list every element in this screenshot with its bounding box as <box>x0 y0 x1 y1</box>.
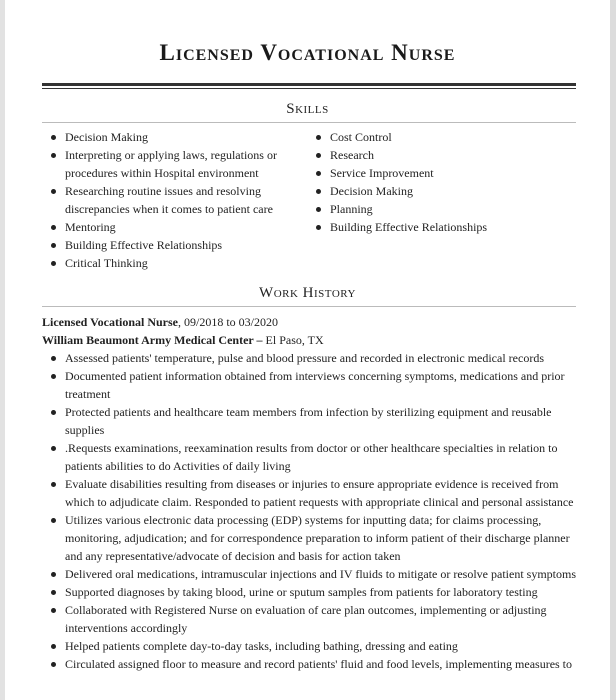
job-title: Licensed Vocational Nurse <box>42 315 179 329</box>
skills-list-right <box>330 128 570 236</box>
duty-item: Helped patients complete day-to-day tasks, including bathing, dressing and eating <box>65 637 580 655</box>
page-frame-right <box>610 0 616 700</box>
duty-item: Assessed patients' temperature, pulse and blood pressure and recorded in electronic medical records <box>65 349 580 367</box>
work-heading-rule <box>42 306 576 307</box>
duty-item: .Requests examinations, reexamination results from doctor or other healthcare specialties in relation to patients abilities to do Activities of daily living <box>65 439 580 475</box>
skill-item: Decision Making <box>65 128 295 146</box>
work-history-heading: Work History <box>259 285 356 301</box>
skill-item: Critical Thinking <box>65 254 295 272</box>
job-location: El Paso, TX <box>262 333 324 347</box>
job-title-line <box>42 313 278 331</box>
skill-item: Planning <box>330 200 570 218</box>
skill-item: Building Effective Relationships <box>330 218 570 236</box>
skill-item: Building Effective Relationships <box>65 236 295 254</box>
duty-item: Protected patients and healthcare team members from infection by sterilizing equipment and reusable supplies <box>65 403 580 439</box>
duty-item: Evaluate disabilities resulting from diseases or injuries to ensure appropriate evidence is received from which to adjudicate claim. Responded to patient requests with appropriate clinical and personal assistance <box>65 475 580 511</box>
duty-item: Circulated assigned floor to measure and record patients' fluid and food levels, implementing measures to <box>65 655 580 673</box>
resume-title: Licensed Vocational Nurse <box>159 40 456 65</box>
skill-item: Researching routine issues and resolving discrepancies when it comes to patient care <box>65 182 295 218</box>
skills-list-left <box>65 128 295 272</box>
duty-item: Utilizes various electronic data processing (EDP) systems for inputting data; for claims processing, monitoring, adjudication; and for correspondence preparation to inform patient of their discharge planner and any representative/advocate of decision and basis for action taken <box>65 511 580 565</box>
skill-item: Mentoring <box>65 218 295 236</box>
duty-item: Documented patient information obtained from interviews concerning symptoms, medications and prior treatment <box>65 367 580 403</box>
title-rule-thick <box>42 83 576 86</box>
skill-item: Service Improvement <box>330 164 570 182</box>
title-rule-thin <box>42 88 576 89</box>
employer-line <box>42 331 324 349</box>
employer-name: William Beaumont Army Medical Center – <box>42 333 263 347</box>
skill-item: Research <box>330 146 570 164</box>
skills-heading-rule <box>42 122 576 123</box>
skill-item: Decision Making <box>330 182 570 200</box>
skills-heading: Skills <box>286 101 329 117</box>
skill-item: Interpreting or applying laws, regulations or procedures within Hospital environment <box>65 146 295 182</box>
duty-item: Supported diagnoses by taking blood, urine or sputum samples from patients for laboratory testing <box>65 583 580 601</box>
duty-item: Collaborated with Registered Nurse on evaluation of care plan outcomes, implementing or adjusting interventions accordingly <box>65 601 580 637</box>
duty-item: Delivered oral medications, intramuscular injections and IV fluids to mitigate or resolve patient symptoms <box>65 565 580 583</box>
duties-list <box>65 349 580 673</box>
resume-page <box>5 0 610 700</box>
skill-item: Cost Control <box>330 128 570 146</box>
job-dates: , 09/2018 to 03/2020 <box>178 315 279 329</box>
